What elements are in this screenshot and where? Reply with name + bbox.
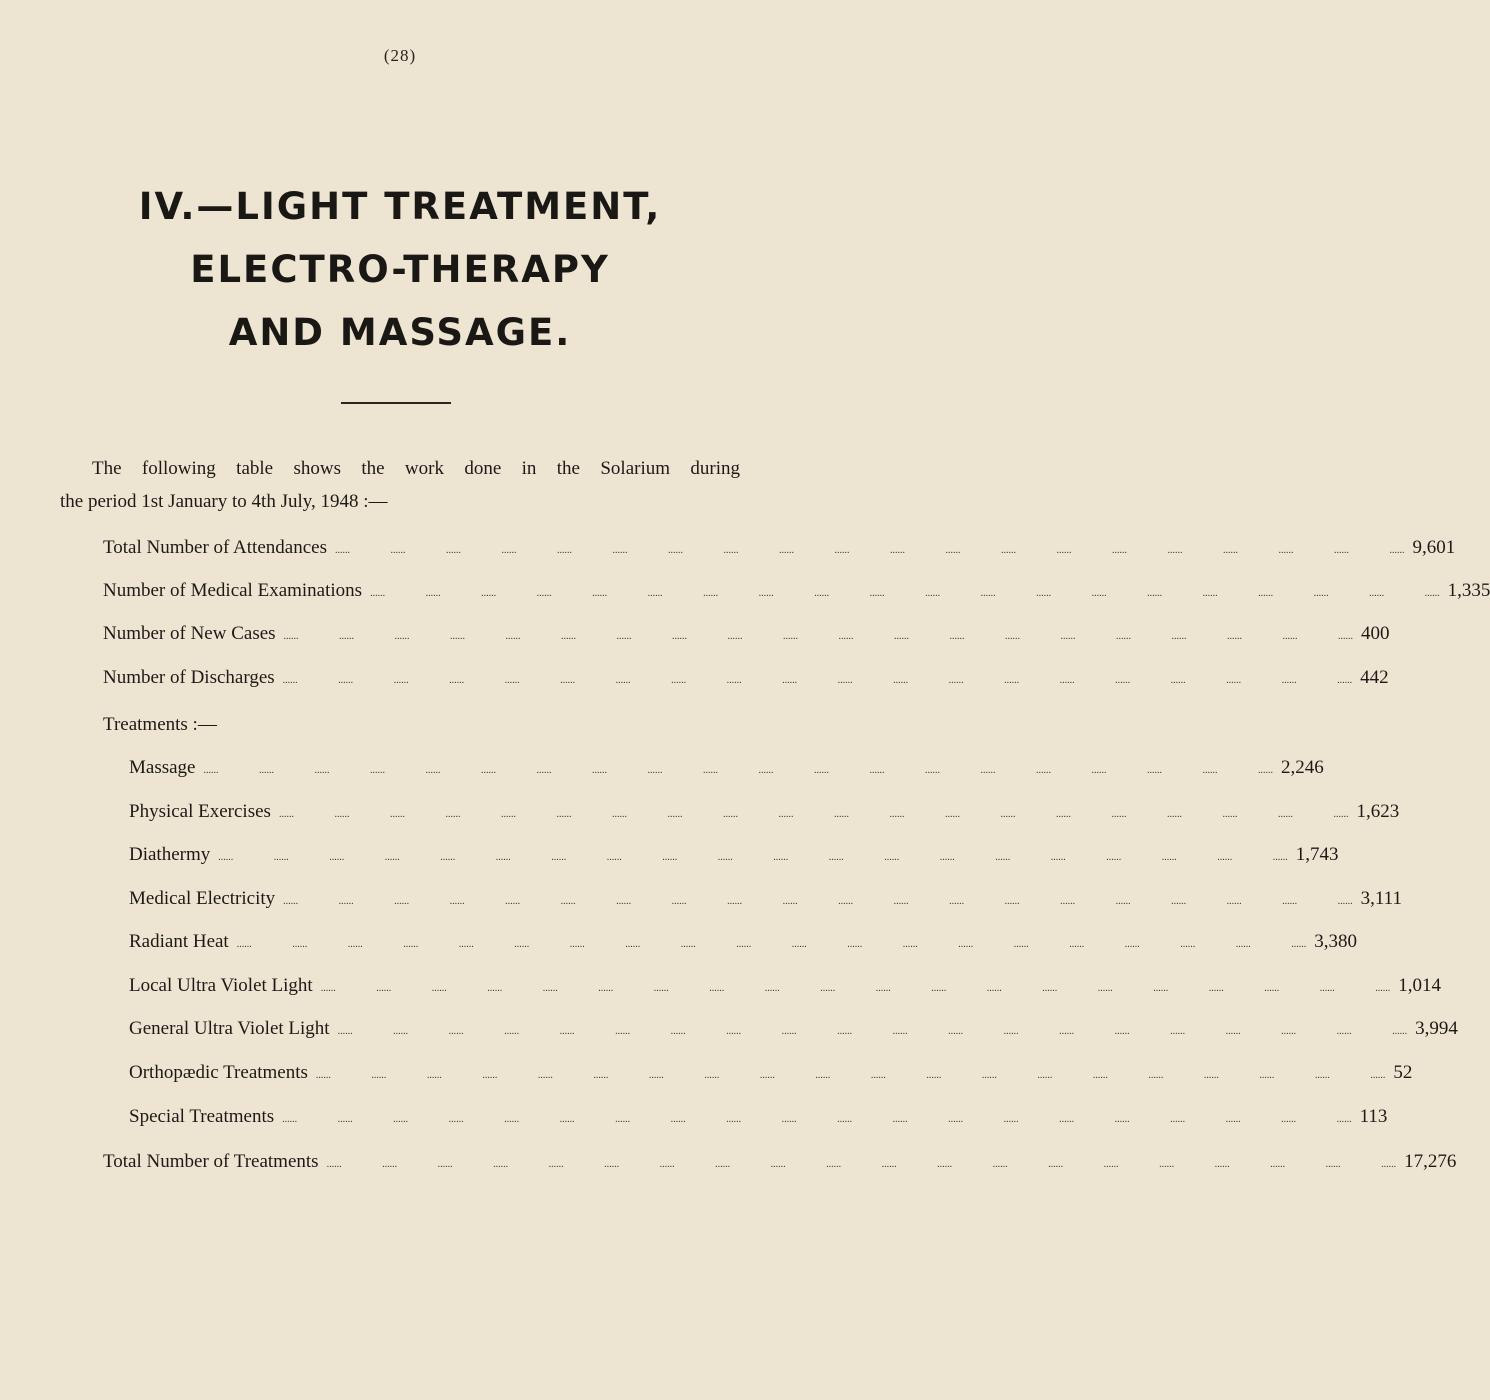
row-label: Total Number of Attendances [103,537,327,558]
row-value: 1,014 [1398,975,1441,996]
row-label: General Ultra Violet Light [129,1018,330,1039]
dot-leader: ...... ...... ...... ...... ...... ...... ...... ...... ...... ...... ...... ...... ...... ...... ...... ...... ...... ...... ...... ...... [337,1026,1408,1037]
intro-paragraph [60,452,740,518]
row-label: Medical Electricity [129,888,276,909]
dot-leader: ...... ...... ...... ...... ...... ...... ...... ...... ...... ...... ...... ...... ...... ...... ...... ...... ...... ...... ...... ...... [278,809,1349,820]
dot-leader: ...... ...... ...... ...... ...... ...... ...... ...... ...... ...... ...... ...... ...... ...... ...... ...... ...... ...... ...... ...... [326,1159,1397,1170]
row-label: Massage [129,757,196,778]
summary-row-medical-examinations [103,580,1490,610]
summary-row-new-cases [103,623,1390,653]
row-label: Diathermy [129,844,211,865]
row-label: Number of Discharges [103,667,275,688]
row-value: 9,601 [1412,537,1456,558]
treatment-row-diathermy [129,844,1339,874]
dot-leader: ...... ...... ...... ...... ...... ...... ...... ...... ...... ...... ...... ...... ...... ...... ...... ...... ...... ...... ...... ...... [282,675,1353,686]
dot-leader: ...... ...... ...... ...... ...... ...... ...... ...... ...... ...... ...... ...... ...... ...... ...... ...... ...... ...... ...... ...... [334,545,1405,556]
dot-leader: ...... ...... ...... ...... ...... ...... ...... ...... ...... ...... ...... ...... ...... ...... ...... ...... ...... ...... ...... ...... [370,588,1440,599]
dot-leader: ...... ...... ...... ...... ...... ...... ...... ...... ...... ...... ...... ...... ...... ...... ...... ...... ...... ...... ...... ...... [282,1114,1352,1125]
row-label: Radiant Heat [129,931,229,952]
dot-leader: ...... ...... ...... ...... ...... ...... ...... ...... ...... ...... ...... ...... ...... ...... ...... ...... ...... ...... ...... ...... [315,1070,1386,1081]
dot-leader: ...... ...... ...... ...... ...... ...... ...... ...... ...... ...... ...... ...... ...... ...... ...... ...... ...... ...... ...... ...... [283,631,1354,642]
row-value: 3,380 [1314,931,1357,952]
dot-leader: ...... ...... ...... ...... ...... ...... ...... ...... ...... ...... ...... ...... ...... ...... ...... ...... ...... ...... ...... ...... [283,896,1353,907]
treatment-row-radiant-heat [129,931,1357,961]
total-treatments-row [103,1151,1457,1181]
treatment-row-special [129,1106,1388,1136]
row-value: 1,743 [1295,844,1339,865]
row-value: 113 [1359,1106,1388,1127]
row-value: 3,994 [1415,1018,1458,1039]
intro-line-2: the period 1st January to 4th July, 1948 :— [60,491,388,512]
row-value: 1,335 [1447,580,1490,601]
row-value: 52 [1393,1062,1413,1083]
treatments-heading: Treatments :— [103,714,217,735]
row-value: 1,623 [1356,801,1400,822]
dot-leader: ...... ...... ...... ...... ...... ...... ...... ...... ...... ...... ...... ...... ...... ...... ...... ...... ...... ...... ...... ...... [320,983,1391,994]
treatment-row-physical-exercises [129,801,1400,831]
treatment-row-local-ultra-violet [129,975,1441,1005]
page-number: (28) [383,46,417,65]
row-label: Local Ultra Violet Light [129,975,313,996]
intro-line-1: The following table shows the work done in the Solarium during [92,458,740,479]
treatment-row-medical-electricity [129,888,1402,918]
title-divider [341,402,451,404]
row-value: 17,276 [1404,1151,1457,1172]
row-label: Orthopædic Treatments [129,1062,308,1083]
treatment-row-massage [129,757,1324,787]
row-label: Physical Exercises [129,801,271,822]
treatment-row-general-ultra-violet [129,1018,1458,1048]
treatment-row-orthopaedic [129,1062,1413,1092]
row-label: Number of New Cases [103,623,276,644]
row-value: 400 [1361,623,1390,644]
row-value: 3,111 [1360,888,1402,909]
summary-row-attendances [103,537,1456,567]
row-value: 2,246 [1280,757,1324,778]
row-label: Special Treatments [129,1106,275,1127]
summary-row-discharges [103,667,1389,697]
row-label: Total Number of Treatments [103,1151,319,1172]
dot-leader: ...... ...... ...... ...... ...... ...... ...... ...... ...... ...... ...... ...... ...... ...... ...... ...... ...... ...... ...... ...... [236,939,1307,950]
section-title-line-2: ELECTRO-THERAPY [190,248,610,291]
section-title-line-1: IV.—LIGHT TREATMENT, [138,185,662,228]
row-value: 442 [1360,667,1389,688]
section-title-line-3: AND MASSAGE. [228,311,572,354]
row-label: Number of Medical Examinations [103,580,363,601]
dot-leader: ...... ...... ...... ...... ...... ...... ...... ...... ...... ...... ...... ...... ...... ...... ...... ...... ...... ...... ...... ...... [218,852,1288,863]
dot-leader: ...... ...... ...... ...... ...... ...... ...... ...... ...... ...... ...... ...... ...... ...... ...... ...... ...... ...... ...... ...... [203,765,1273,776]
